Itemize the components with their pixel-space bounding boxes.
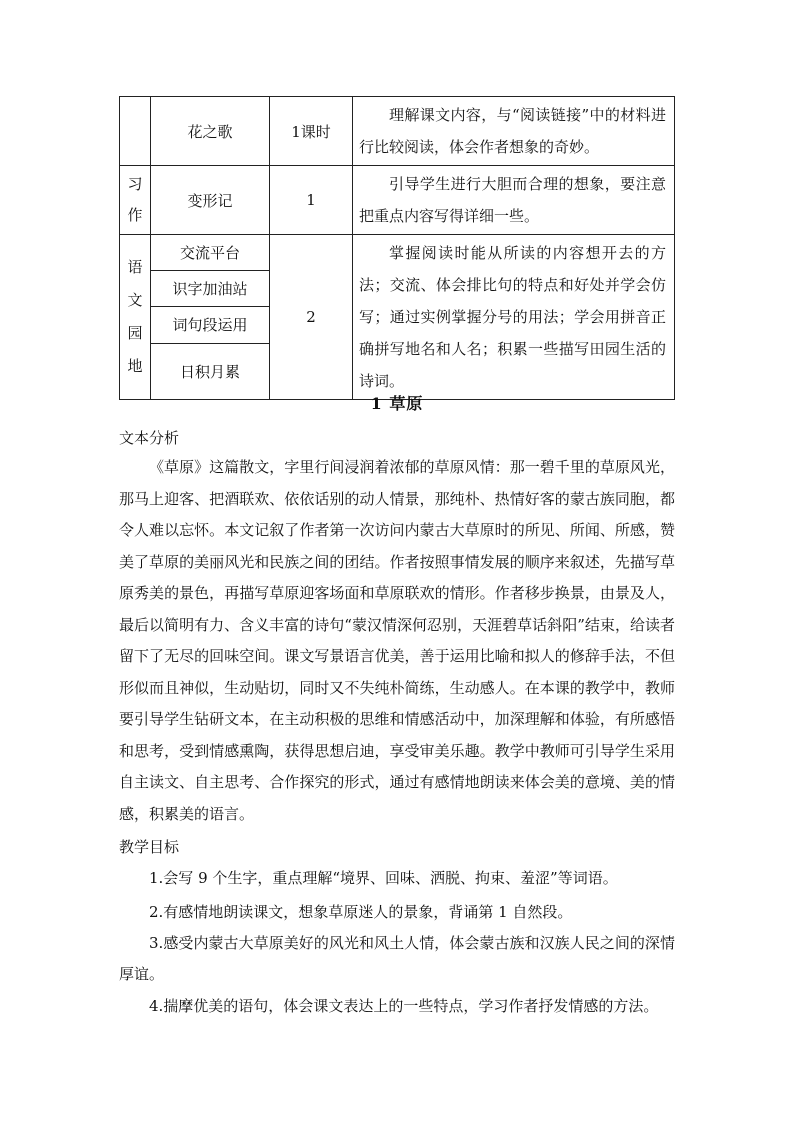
unit-cell	[120, 166, 151, 235]
vertical-unit-label	[120, 169, 150, 231]
analysis-paragraph: 《草原》这篇散文，字里行间浸润着浓郁的草原风情：那一碧千里的草原风光，那马上迎客、把酒联欢、依依话别的动人情景，那纯朴、热情好客的蒙古族同胞，都令人难以忘怀。本文记叙了作者第一次访问内蒙古大草原时的所见、所闻、所感，赞美了草原的美丽风光和民族之间的团结。作者按照事情发展的顺序来叙述，先描写草原秀美的景色，再描写草原迎客场面和草原联欢的情形。作者移步换景，由景及人，最后以简明有力、含义丰富的诗句“蒙汉情深何忍别，天涯碧草话斜阳”结束，给读者留下了无尽的回味空间。课文写景语言优美，善于运用比喻和拟人的修辞手法，不但形似而且神似，生动贴切，同时又不失纯朴简练，生动感人。在本课的教学中，教师要引导学生钻研文本，在主动积极的思维和情感活动中，加深理解和体验，有所感悟和思考，受到情感熏陶，获得思想启迪，享受审美乐趣。教学中教师可引导学生采用自主读文、自主思考、合作探究的形式，通过有感情地朗读来体会美的意境、美的情感，积累美的语言。	[119, 458, 675, 823]
goal-cell	[353, 166, 675, 235]
lesson-name-cell: 日积月累	[151, 343, 270, 399]
unit-char: 语文园地	[127, 258, 143, 375]
goal-cell	[353, 235, 675, 400]
lesson-name-cell: 变形记	[151, 166, 270, 235]
goal-item: 3.感受内蒙古大草原美好的风光和风土人情，体会蒙古族和汉族人民之间的深情厚谊。	[119, 934, 675, 983]
table-row	[120, 97, 675, 166]
unit-char: 习作	[127, 175, 143, 224]
class-hours-cell: 1课时	[270, 97, 353, 166]
lesson-title: 1 草原	[370, 394, 424, 413]
goal-item: 4.揣摩优美的语句，体会课文表达上的一些特点，学习作者抒发情感的方法。	[149, 997, 659, 1015]
unit-cell	[120, 235, 151, 400]
goal-text: 引导学生进行大胆而合理的想象，要注意把重点内容写得详细一些。	[359, 175, 666, 225]
analysis-heading: 文本分析	[119, 429, 180, 447]
goal-text: 掌握阅读时能从所读的内容想开去的方法；交流、体会排比句的特点和好处并学会仿写；通过实例掌握分号的用法；学会用拼音正确拼写地名和人名；积累一些描写田园生活的诗词。	[359, 244, 666, 390]
goal-text: 理解课文内容，与“阅读链接”中的材料进行比较阅读，体会作者想象的奇妙。	[359, 106, 666, 156]
table-row	[120, 235, 675, 271]
unit-cell	[120, 97, 151, 166]
class-hours-cell: 2	[270, 235, 353, 400]
lesson-name-cell: 词句段运用	[151, 307, 270, 343]
table-row	[120, 166, 675, 235]
lesson-name-cell: 识字加油站	[151, 271, 270, 307]
lesson-name-cell: 交流平台	[151, 235, 270, 271]
goal-cell	[353, 97, 675, 166]
unit-plan-table	[119, 96, 675, 400]
goals-heading: 教学目标	[119, 838, 180, 856]
lesson-name-cell: 花之歌	[151, 97, 270, 166]
goal-item: 1.会写 9 个生字，重点理解“境界、回味、洒脱、拘束、羞涩”等词语。	[149, 869, 618, 887]
class-hours-cell: 1	[270, 166, 353, 235]
goal-item: 2.有感情地朗读课文，想象草原迷人的景象，背诵第 1 自然段。	[149, 903, 573, 921]
